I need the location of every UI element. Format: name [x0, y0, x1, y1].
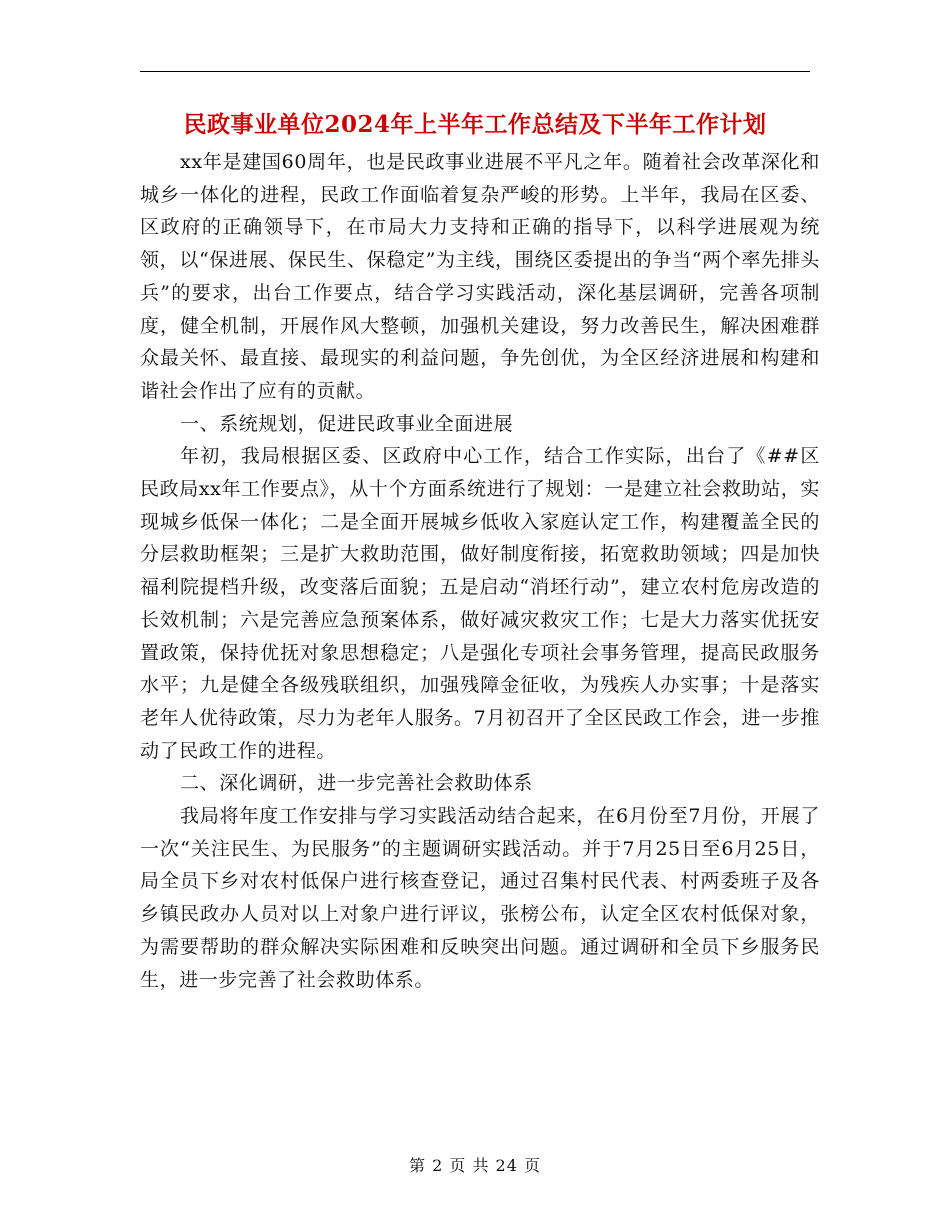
- section-heading-2: 二、深化调研，进一步完善社会救助体系: [180, 772, 533, 795]
- document-title: 民政事业单位2024年上半年工作总结及下半年工作计划: [183, 111, 767, 138]
- header-rule: [140, 71, 810, 72]
- paragraph-section-1: 年初，我局根据区委、区政府中心工作，结合工作实际，出台了《##区民政局xx年工作要点》，从十个方面系统进行了规划：一是建立社会救助站，实现城乡低保一体化；二是全面开展城乡低收入家庭认定工作，构建覆盖全民的分层救助框架；三是扩大救助范围，做好制度衔接，拓宽救助领域；四是加快福利院提档升级，改变落后面貌；五是启动“消坯行动”，建立农村危房改造的长效机制；六是完善应急预案体系，做好减灾救灾工作；七是大力落实优抚安置政策，保持优抚对象思想稳定；八是强化专项社会事务管理，提高民政服务水平；九是健全各级残联组织，加强残障金征收，为残疾人办实事；十是落实老年人优待政策，尽力为老年人服务。7月初召开了全区民政工作会，进一步推动了民政工作的进程。: [140, 445, 820, 762]
- page-footer: 第 2 页 共 24 页: [409, 1156, 541, 1175]
- section-heading-1: 一、系统规划，促进民政事业全面进展: [180, 412, 514, 435]
- paragraph-section-2: 我局将年度工作安排与学习实践活动结合起来，在6月份至7月份，开展了一次“关注民生、为民服务”的主题调研实践活动。并于7月25日至6月25日，局全员下乡对农村低保户进行核查登记，通过召集村民代表、村两委班子及各乡镇民政办人员对以上对象户进行评议，张榜公布，认定全区农村低保对象，为需要帮助的群众解决实际困难和反映突出问题。通过调研和全员下乡服务民生，进一步完善了社会救助体系。: [140, 805, 820, 991]
- document-body: [140, 146, 820, 996]
- paragraph-intro: xx年是建国60周年，也是民政事业进展不平凡之年。随着社会改革深化和城乡一体化的进程，民政工作面临着复杂严峻的形势。上半年，我局在区委、区政府的正确领导下，在市局大力支持和正确的指导下，以科学进展观为统领，以“保进展、保民生、保稳定”为主线，围绕区委提出的争当“两个率先排头兵”的要求，出台工作要点，结合学习实践活动，深化基层调研，完善各项制度，健全机制，开展作风大整顿，加强机关建设，努力改善民生，解决困难群众最关怀、最直接、最现实的利益问题，争先创优，为全区经济进展和构建和谐社会作出了应有的贡献。: [140, 151, 820, 402]
